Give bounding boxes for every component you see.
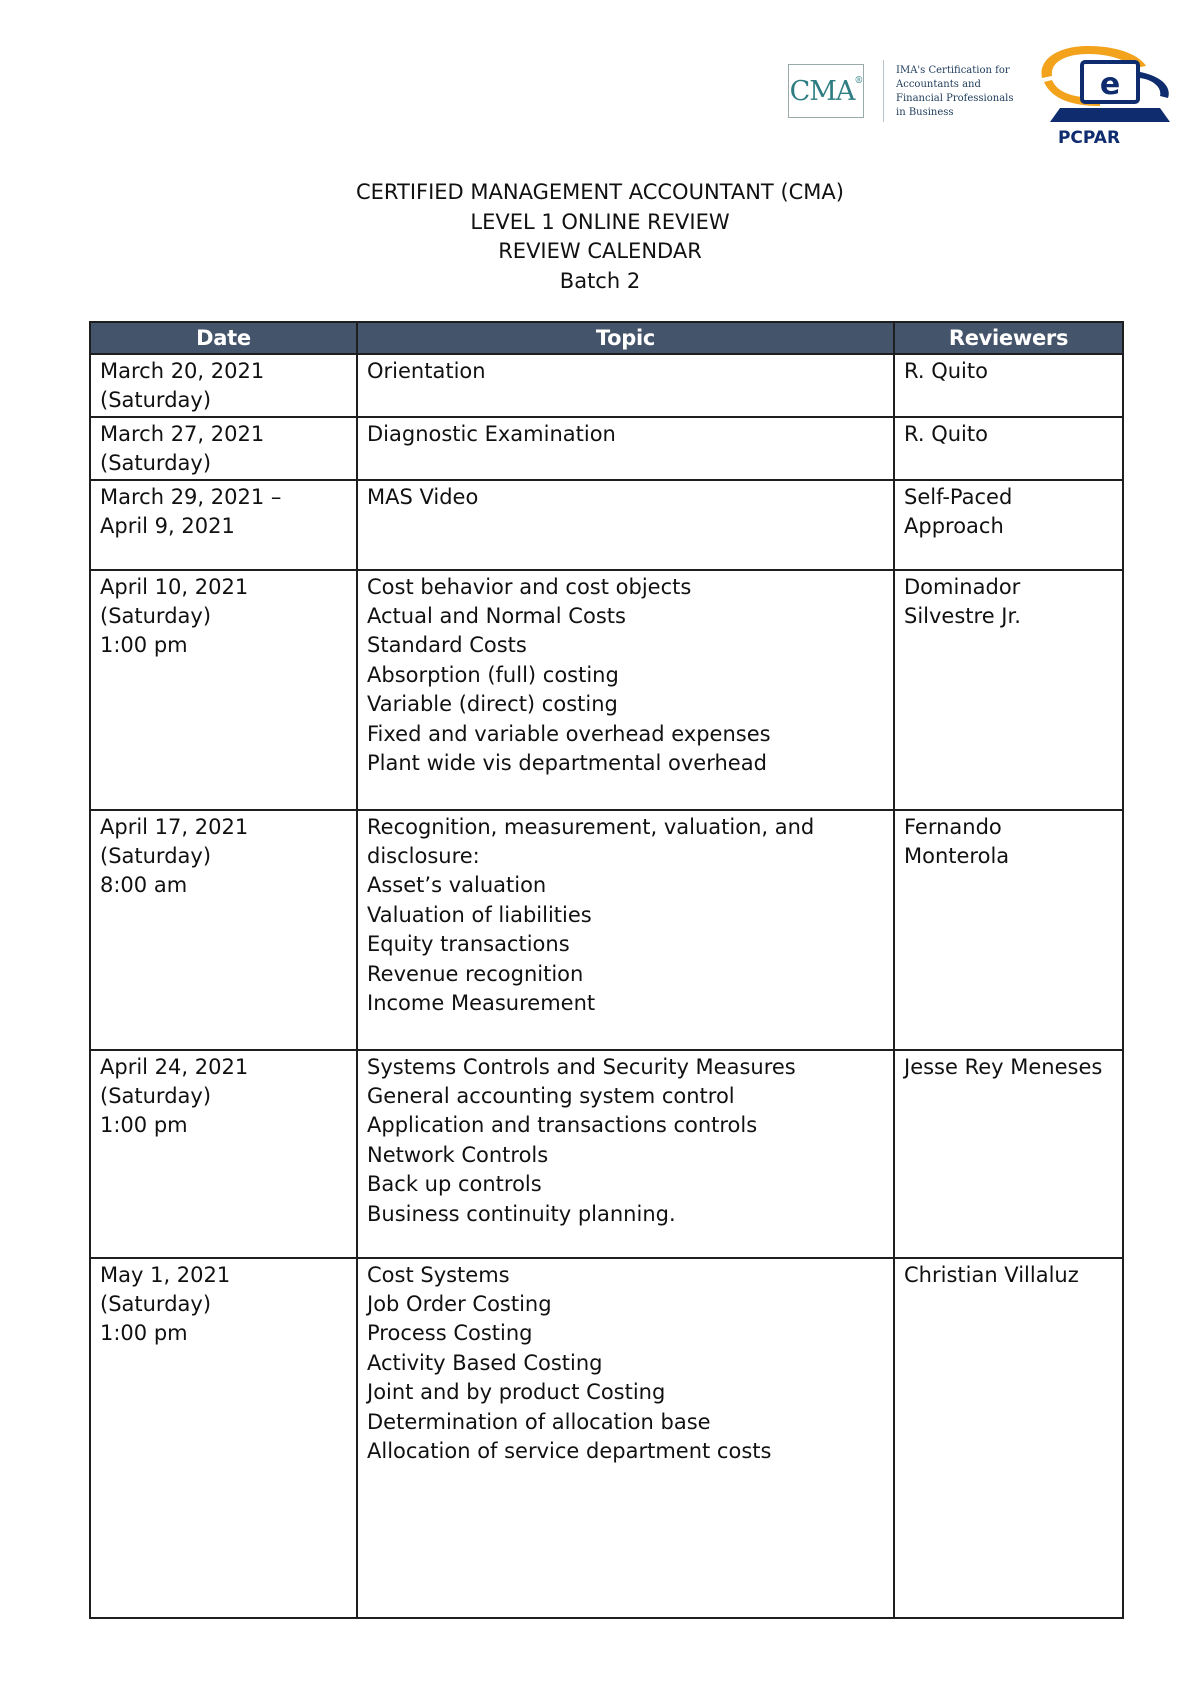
- date-cell-line: March 27, 2021: [100, 421, 265, 446]
- date-cell: [90, 570, 357, 810]
- header-reviewers: Reviewers: [894, 322, 1123, 354]
- reviewer-cell-line: R. Quito: [904, 359, 988, 383]
- topic-cell: [357, 1258, 894, 1618]
- cma-logo-mark: ®: [854, 75, 863, 86]
- table-body: [90, 354, 1123, 1618]
- date-cell: [90, 354, 357, 417]
- topic-cell-line: Income Measurement: [367, 991, 596, 1016]
- reviewer-cell-line: Silvestre Jr.: [904, 604, 1021, 629]
- topic-cell-line: Revenue recognition: [367, 961, 584, 986]
- table-row: [90, 570, 1123, 810]
- topic-cell-line: Fixed and variable overhead expenses: [367, 721, 771, 746]
- date-cell: [90, 810, 357, 1050]
- topic-cell-line: Valuation of liabilities: [367, 902, 592, 927]
- topic-cell-line: Diagnostic Examination: [367, 421, 616, 446]
- date-cell-line: (Saturday): [100, 451, 212, 476]
- reviewer-cell: [894, 417, 1123, 480]
- ima-tagline-line: in Business: [896, 107, 954, 118]
- topic-cell-line: Variable (direct) costing: [367, 692, 618, 717]
- table-row: [90, 480, 1123, 570]
- reviewer-cell: [894, 480, 1123, 570]
- date-cell-line: 8:00 am: [100, 873, 188, 898]
- date-cell: [90, 1050, 357, 1258]
- reviewer-cell-line: Self-Paced: [904, 484, 1013, 509]
- topic-cell-line: Actual and Normal Costs: [367, 604, 626, 629]
- reviewer-cell-line: Fernando: [904, 814, 1002, 839]
- topic-cell-line: Application and transactions controls: [367, 1113, 758, 1138]
- table-row: [90, 417, 1123, 480]
- topic-cell-line: Plant wide vis departmental overhead: [367, 751, 767, 776]
- cma-logo-text: CMA: [789, 75, 855, 107]
- topic-cell-line: Job Order Costing: [367, 1292, 552, 1317]
- reviewer-cell-line: Christian Villaluz: [904, 1262, 1079, 1287]
- date-cell-line: April 17, 2021: [100, 814, 249, 839]
- date-cell-line: (Saturday): [100, 1292, 212, 1317]
- date-cell: [90, 480, 357, 570]
- date-cell-line: (Saturday): [100, 388, 212, 413]
- table-row: [90, 810, 1123, 1050]
- topic-cell: [357, 480, 894, 570]
- pcpar-logo-letter: e: [1099, 67, 1121, 102]
- reviewer-cell: [894, 1050, 1123, 1258]
- reviewer-cell: [894, 570, 1123, 810]
- ima-tagline-line: Accountants and: [896, 79, 981, 90]
- date-cell-line: 1:00 pm: [100, 633, 188, 658]
- reviewer-cell-line: Dominador: [904, 574, 1021, 599]
- date-cell-line: March 20, 2021: [100, 359, 265, 383]
- topic-cell-line: Standard Costs: [367, 633, 527, 658]
- topic-cell: [357, 417, 894, 480]
- topic-cell: [357, 810, 894, 1050]
- date-cell-line: April 10, 2021: [100, 574, 249, 599]
- date-cell-line: April 24, 2021: [100, 1054, 249, 1079]
- date-cell-line: March 29, 2021 –: [100, 484, 282, 509]
- date-cell-line: 1:00 pm: [100, 1113, 188, 1138]
- topic-cell: [357, 354, 894, 417]
- ima-tagline-line: IMA's Certification for: [896, 65, 1010, 76]
- document-heading: [0, 178, 1200, 296]
- topic-cell-line: Orientation: [367, 359, 486, 383]
- topic-cell: [357, 1050, 894, 1258]
- reviewer-cell: [894, 354, 1123, 417]
- reviewer-cell-line: R. Quito: [904, 421, 988, 446]
- logo-divider: [883, 60, 884, 122]
- cma-logo: [788, 64, 864, 118]
- date-cell-line: May 1, 2021: [100, 1262, 231, 1287]
- topic-cell-line: Cost behavior and cost objects: [367, 574, 692, 599]
- topic-cell-line: Network Controls: [367, 1142, 549, 1167]
- date-cell-line: (Saturday): [100, 1084, 212, 1109]
- date-cell-line: (Saturday): [100, 844, 212, 869]
- ima-tagline-line: Financial Professionals: [896, 93, 1014, 104]
- header-topic: Topic: [357, 322, 894, 354]
- ima-tagline-logo: [896, 64, 1016, 120]
- topic-cell-line: Recognition, measurement, valuation, and: [367, 814, 815, 839]
- topic-cell-line: Activity Based Costing: [367, 1350, 603, 1375]
- date-cell-line: April 9, 2021: [100, 514, 235, 539]
- topic-cell-line: Allocation of service department costs: [367, 1439, 772, 1464]
- reviewer-cell-line: Monterola: [904, 844, 1010, 869]
- topic-cell-line: Systems Controls and Security Measures: [367, 1054, 796, 1079]
- topic-cell-line: Process Costing: [367, 1321, 533, 1346]
- topic-cell-line: Back up controls: [367, 1172, 542, 1197]
- heading-title: CERTIFIED MANAGEMENT ACCOUNTANT (CMA): [356, 180, 844, 204]
- heading-subtitle: LEVEL 1 ONLINE REVIEW: [470, 209, 730, 234]
- date-cell-line: (Saturday): [100, 604, 212, 629]
- topic-cell-line: Joint and by product Costing: [367, 1380, 666, 1405]
- reviewer-cell: [894, 810, 1123, 1050]
- topic-cell-line: Determination of allocation base: [367, 1409, 711, 1434]
- topic-cell-line: Asset’s valuation: [367, 873, 547, 898]
- topic-cell-line: Cost Systems: [367, 1262, 510, 1287]
- date-cell: [90, 1258, 357, 1618]
- table-header-row: [90, 322, 1123, 354]
- date-cell-line: 1:00 pm: [100, 1321, 188, 1346]
- date-cell: [90, 417, 357, 480]
- review-calendar-table: [89, 321, 1124, 1619]
- topic-cell-line: Equity transactions: [367, 932, 570, 957]
- topic-cell-line: MAS Video: [367, 484, 479, 509]
- table-row: [90, 1050, 1123, 1258]
- heading-batch: Batch 2: [559, 268, 641, 293]
- heading-calendar: REVIEW CALENDAR: [498, 239, 702, 263]
- topic-cell-line: Absorption (full) costing: [367, 662, 619, 687]
- topic-cell-line: Business continuity planning.: [367, 1201, 676, 1226]
- table-row: [90, 354, 1123, 417]
- reviewer-cell-line: Jesse Rey Meneses: [904, 1054, 1103, 1079]
- pcpar-logo-text: PCPAR: [1057, 128, 1121, 148]
- topic-cell: [357, 570, 894, 810]
- header-date: Date: [90, 322, 357, 354]
- reviewer-cell: [894, 1258, 1123, 1618]
- topic-cell-line: disclosure:: [367, 844, 480, 869]
- topic-cell-line: General accounting system control: [367, 1084, 735, 1109]
- reviewer-cell-line: Approach: [904, 514, 1004, 539]
- table-row: [90, 1258, 1123, 1618]
